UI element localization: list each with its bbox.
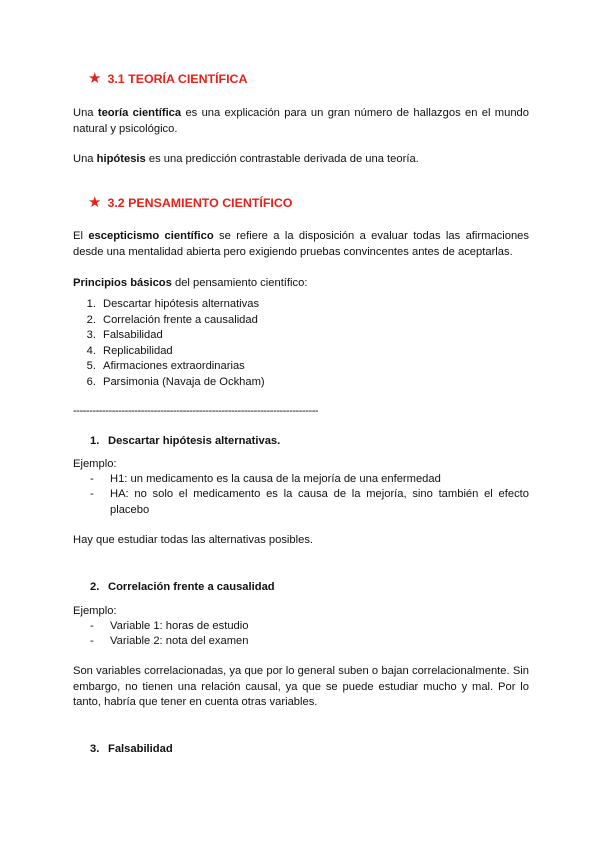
list-item: 6. Parsimonia (Navaja de Ockham) bbox=[86, 375, 265, 388]
bold-term-principios: Principios básicos bbox=[73, 277, 172, 289]
list-item: - Variable 1: horas de estudio bbox=[90, 620, 249, 632]
conclusion-descartar: Hay que estudiar todas las alternativas posibles. bbox=[73, 534, 314, 546]
section-heading-3-2 bbox=[88, 195, 544, 212]
list-item: 4. Replicabilidad bbox=[86, 344, 173, 357]
paragraph-hipotesis: Una hipótesis es una predicción contrastable derivada de una teoría. bbox=[73, 153, 419, 165]
section-heading-3-1 bbox=[88, 71, 544, 88]
list-item: 1. Descartar hipótesis alternativas bbox=[86, 298, 260, 310]
principles-list bbox=[73, 297, 529, 390]
bold-term-hipotesis: hipótesis bbox=[96, 153, 146, 165]
separator-line: ---------------------------------------------------------------------------- bbox=[73, 405, 318, 417]
paragraph-escepticismo: El escepticismo científico se refiere a la disposición a evaluar todas las afirmaciones desde una mentalidad abierta pero exigiendo pruebas convincentes antes de aceptarlas. bbox=[73, 230, 529, 258]
list-item: - HA: no solo el medicamento es la causa de la mejoría, sino también el efecto placebo bbox=[90, 488, 529, 516]
subheading-falsabilidad: 3. Falsabilidad bbox=[90, 743, 173, 755]
conclusion-correlacion: Son variables correlacionadas, ya que por lo general suben o bajan correlacionalmente. Sin embargo, no tienen una relación causal, ya que se puede estudiar mucho y mal. Por lo tanto, habría que tener en cuenta otras variables. bbox=[73, 665, 529, 708]
subheading-descartar: 1. Descartar hipótesis alternativas. bbox=[90, 435, 281, 447]
list-item: - Variable 2: nota del examen bbox=[90, 635, 249, 647]
list-item: - H1: un medicamento es la causa de la mejoría de una enfermedad bbox=[90, 473, 441, 485]
star-icon: ★ bbox=[88, 70, 102, 87]
example-label: Ejemplo: bbox=[73, 605, 117, 617]
list-item: 5. Afirmaciones extraordinarias bbox=[86, 360, 245, 372]
star-icon: ★ bbox=[88, 194, 102, 211]
subheading-correlacion: 2. Correlación frente a causalidad bbox=[90, 581, 275, 593]
example-label: Ejemplo: bbox=[73, 458, 117, 470]
section-heading-text: 3.2 PENSAMIENTO CIENTÍFICO bbox=[107, 196, 293, 210]
principles-intro: Principios básicos del pensamiento científico: bbox=[73, 277, 308, 289]
bold-term-escepticismo: escepticismo científico bbox=[88, 230, 214, 242]
section-heading-text: 3.1 TEORÍA CIENTÍFICA bbox=[107, 72, 248, 86]
paragraph-teoria: Una teoría científica es una explicación para un gran número de hallazgos en el mundo natural y psicológico. bbox=[73, 107, 529, 135]
list-item: 2. Correlación frente a causalidad bbox=[86, 313, 258, 326]
bold-term-teoria: teoría científica bbox=[97, 107, 182, 119]
list-item: 3. Falsabilidad bbox=[86, 329, 163, 341]
